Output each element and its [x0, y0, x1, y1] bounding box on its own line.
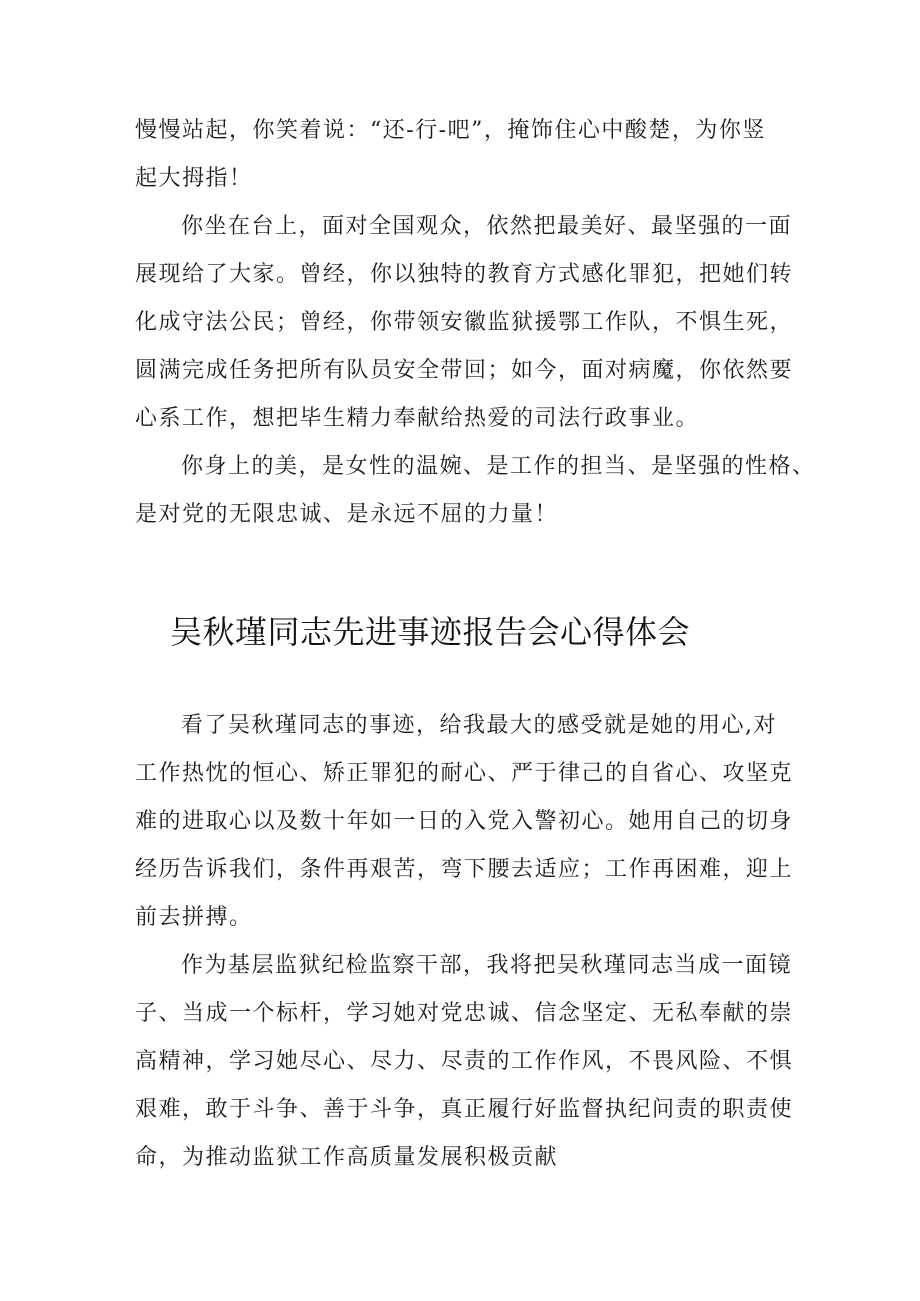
text-line: 是对党的无限忠诚、是永远不屈的力量！ [135, 502, 559, 527]
text-line: 子、当成一个标杆，学习她对党忠诚、信念坚定、无私奉献的崇 [135, 1001, 794, 1026]
text-line: 起大拇指！ [135, 166, 253, 191]
text-line: 经历告诉我们，条件再艰苦，弯下腰去适应；工作再困难，迎上 [135, 857, 794, 882]
paragraph-start-line: 你坐在台上，面对全国观众，依然把最美好、最坚强的一面 [181, 214, 793, 239]
article-body-text [135, 702, 815, 1182]
paragraph-start-line: 你身上的美，是女性的温婉、是工作的担当、是坚强的性格、 [181, 454, 816, 479]
text-line: 高精神，学习她尽心、尽力、尽责的工作作风，不畏风险、不惧 [135, 1049, 794, 1074]
paragraph-start-line: 看了吴秋瑾同志的事迹，给我最大的感受就是她的用心,对 [181, 713, 777, 738]
text-line: 展现给了大家。曾经，你以独特的教育方式感化罪犯，把她们转 [135, 262, 794, 287]
text-line: 圆满完成任务把所有队员安全带回；如今，面对病魔，你依然要 [135, 358, 794, 383]
article-title: 吴秋瑾同志先进事迹报告会心得体会 [169, 613, 690, 651]
text-line: 心系工作，想把毕生精力奉献给热爱的司法行政事业。 [135, 406, 700, 431]
text-line: 难的进取心以及数十年如一日的入党入警初心。她用自己的切身 [135, 809, 794, 834]
text-line: 命，为推动监狱工作高质量发展积极贡献 [135, 1145, 559, 1170]
previous-article-text [135, 107, 815, 539]
text-line: 艰难，敢于斗争、善于斗争，真正履行好监督执纪问责的职责使 [135, 1097, 794, 1122]
text-line: 前去拼搏。 [135, 905, 253, 930]
paragraph-start-line: 作为基层监狱纪检监察干部，我将把吴秋瑾同志当成一面镜 [181, 953, 793, 978]
text-line: 工作热忱的恒心、矫正罪犯的耐心、严于律己的自省心、攻坚克 [135, 761, 794, 786]
text-line: 化成守法公民；曾经，你带领安徽监狱援鄂工作队，不惧生死， [135, 310, 794, 335]
text-line: 慢慢站起，你笑着说：“还-行-吧”，掩饰住心中酸楚，为你竖 [135, 118, 766, 143]
